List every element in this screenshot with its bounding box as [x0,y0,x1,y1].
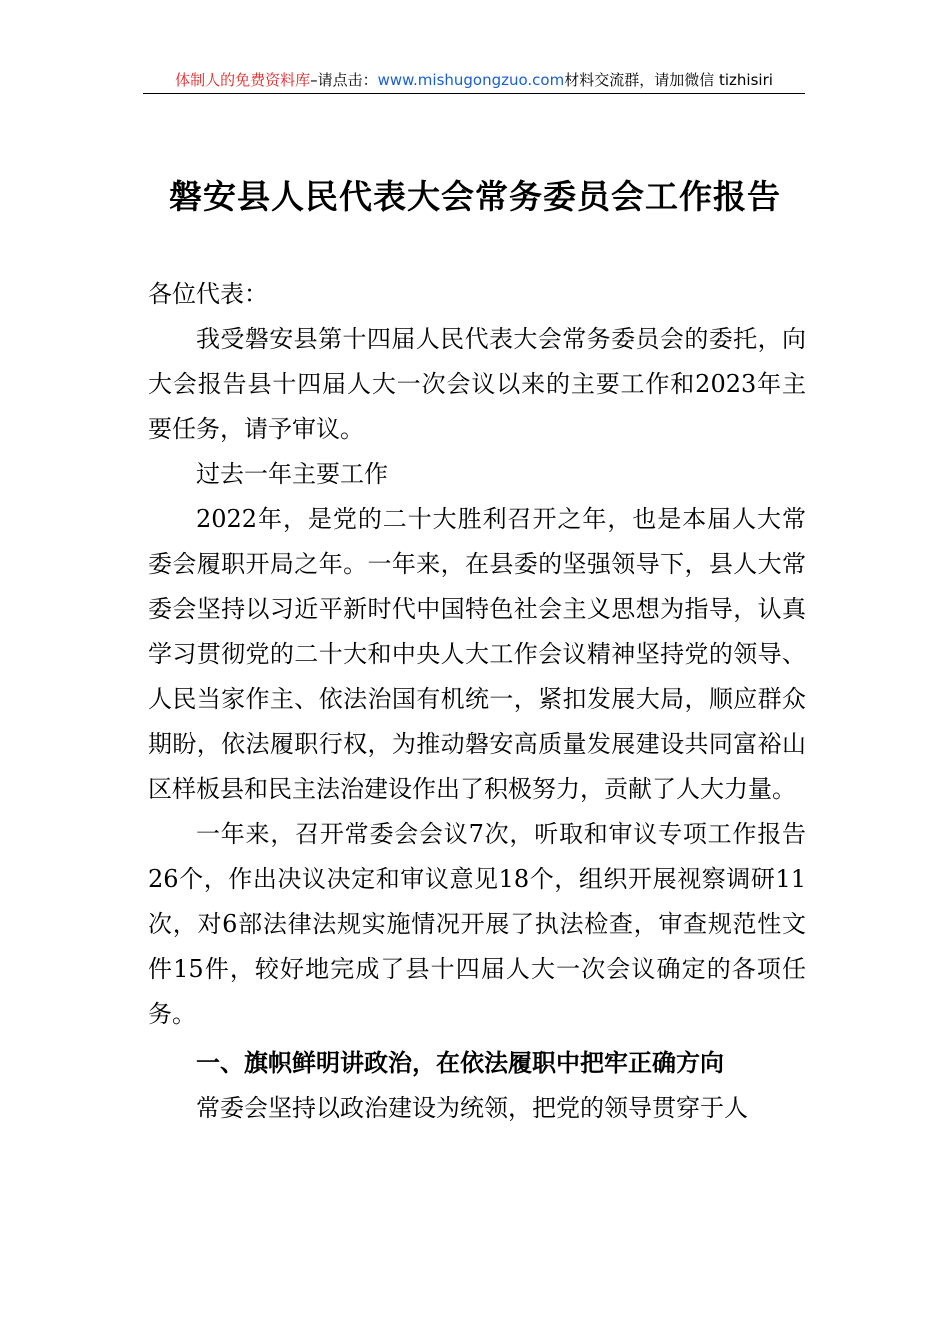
header-site-name: 体制人的免费资料库 [175,71,311,89]
salutation: 各位代表： [148,280,268,308]
document-body [148,272,806,1131]
paragraph-intro: 我受磐安县第十四届人民代表大会常务委员会的委托，向大会报告县十四届人大一次会议以来的主要工作和2023年主要任务，请予审议。 [148,325,806,443]
header-link[interactable]: www.mishugongzuo.com [377,71,565,89]
section-label: 过去一年主要工作 [196,460,388,488]
header-prompt: –请点击： [310,71,378,89]
page-header [143,67,805,94]
paragraph-overview: 2022年，是党的二十大胜利召开之年，也是本届人大常委会履职开局之年。一年来，在县委的坚强领导下，县人大常委会坚持以习近平新时代中国特色社会主义思想为指导，认真学习贯彻党的二十大和中央人大工作会议精神坚持党的领导、人民当家作主、依法治国有机统一，紧扣发展大局，顺应群众期盼，依法履职行权，为推动磐安高质量发展建设共同富裕山区样板县和民主法治建设作出了积极努力，贡献了人大力量。 [148,505,806,803]
paragraph-heading-1-body: 常委会坚持以政治建设为统领，把党的领导贯穿于人 [196,1094,748,1122]
header-suffix: 材料交流群，请加微信 tizhisiri [564,71,773,89]
paragraph-stats: 一年来，召开常委会会议7次，听取和审议专项工作报告26个，作出决议决定和审议意见18个，组织开展视察调研11次，对6部法律法规实施情况开展了执法检查，审查规范性文件15件，较好地完成了县十四届人大一次会议确定的各项任务。 [148,820,806,1028]
document-title: 磐安县人民代表大会常务委员会工作报告 [169,177,781,216]
heading-1: 一、旗帜鲜明讲政治，在依法履职中把牢正确方向 [196,1049,724,1077]
